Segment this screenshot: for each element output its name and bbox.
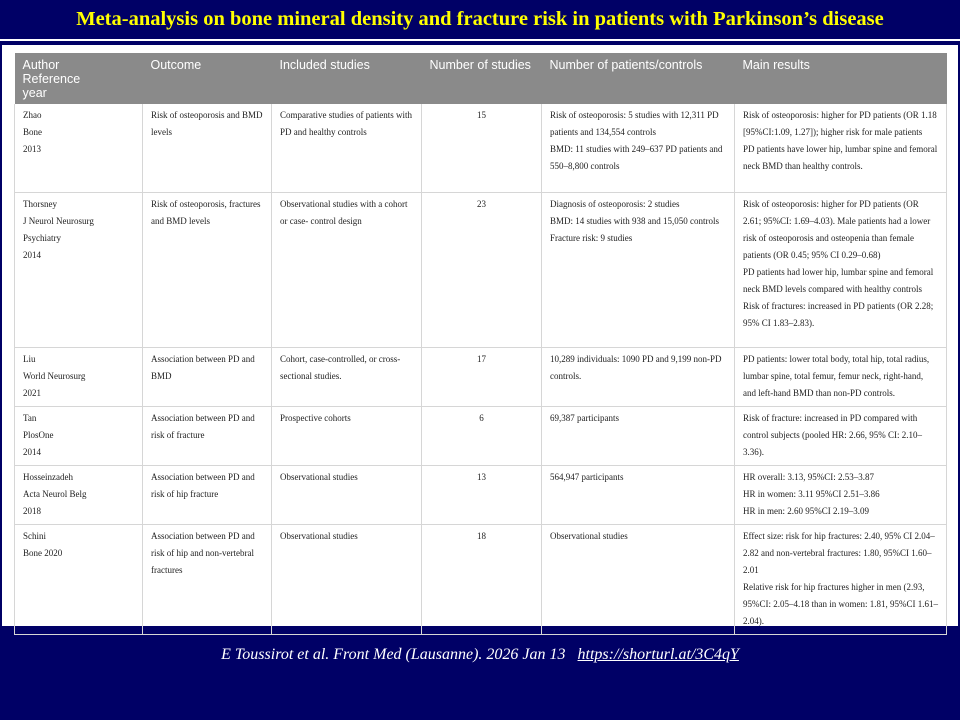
cell-main-results	[735, 465, 947, 524]
cell-author	[15, 524, 143, 634]
results-line: Risk of osteoporosis: higher for PD patients (OR 2.61; 95%CI: 1.69–4.03). Male patients had a lower risk of osteoporosis and osteopenia than female patients (OR 0.45; 95% CI 0.29–0.68)	[743, 198, 931, 260]
results-line: HR in men: 2.60 95%CI 2.19–3.09	[743, 505, 869, 516]
cell-patients-controls	[542, 104, 735, 192]
cell-outcome: Association between PD and risk of hip fracture	[143, 465, 272, 524]
cell-main-results	[735, 524, 947, 634]
author-name: Tan	[23, 412, 37, 423]
header-main-results: Main results	[735, 53, 947, 104]
results-line: Relative risk for hip fractures higher in men (2.93, 95%CI: 2.05–4.18 than in women: 1.81, 95%CI 1.61–2.04).	[743, 581, 938, 626]
header-number-of-studies: Number of studies	[422, 53, 542, 104]
cell-included-studies: Cohort, case-controlled, or cross-sectional studies.	[272, 347, 422, 406]
author-name: Hosseinzadeh	[23, 471, 73, 482]
author-reference: PlosOne	[23, 429, 54, 440]
header-patients-controls: Number of patients/controls	[542, 53, 735, 104]
cell-patients-controls	[542, 192, 735, 347]
cell-number-of-studies: 17	[422, 347, 542, 406]
author-reference: Bone 2020	[23, 547, 63, 558]
slide-title: Meta-analysis on bone mineral density and fracture risk in patients with Parkinson’s disease	[76, 8, 884, 30]
citation-text: E Toussirot et al. Front Med (Lausanne). 2026 Jan 13	[221, 646, 566, 663]
cell-outcome: Association between PD and BMD	[143, 347, 272, 406]
patients-line: Risk of osteoporosis: 5 studies with 12,311 PD patients and 134,554 controls	[550, 110, 719, 137]
cell-author	[15, 406, 143, 465]
header-author-line: Reference	[22, 72, 81, 86]
results-line: PD patients had lower hip, lumbar spine and femoral neck BMD levels compared with healthy controls	[743, 266, 934, 294]
header-outcome: Outcome	[143, 53, 272, 104]
cell-included-studies: Observational studies	[272, 465, 422, 524]
cell-outcome: Association between PD and risk of fracture	[143, 406, 272, 465]
cell-number-of-studies: 23	[422, 192, 542, 347]
cell-patients-controls	[542, 465, 735, 524]
cell-outcome: Risk of osteoporosis and BMD levels	[143, 104, 272, 192]
cell-patients-controls	[542, 406, 735, 465]
header-included-studies: Included studies	[272, 53, 422, 104]
results-line: Risk of fracture: increased in PD compared with control subjects (pooled HR: 2.66, 95% CI: 2.10–3.36).	[743, 412, 922, 457]
author-year: 2018	[23, 505, 41, 516]
patients-line: Observational studies	[550, 530, 628, 541]
author-year: 2014	[23, 249, 41, 260]
table-header-row	[15, 53, 947, 104]
cell-patients-controls	[542, 524, 735, 634]
cell-number-of-studies: 15	[422, 104, 542, 192]
title-divider	[0, 39, 960, 41]
table-row	[15, 192, 947, 347]
cell-number-of-studies: 13	[422, 465, 542, 524]
slide-caption	[0, 646, 960, 664]
results-line: PD patients: lower total body, total hip, total radius, lumbar spine, total femur, femur neck, right-hand, and left-hand BMD than non-PD controls.	[743, 353, 930, 398]
results-line: HR in women: 3.11 95%CI 2.51–3.86	[743, 488, 880, 499]
author-name: Schini	[23, 530, 47, 541]
cell-included-studies: Observational studies	[272, 524, 422, 634]
patients-line: 564,947 participants	[550, 471, 624, 482]
cell-author	[15, 192, 143, 347]
cell-main-results	[735, 104, 947, 192]
cell-main-results	[735, 347, 947, 406]
table-row	[15, 524, 947, 634]
patients-line: 69,387 participants	[550, 412, 619, 423]
author-year: 2021	[23, 387, 41, 398]
results-line: Risk of fractures: increased in PD patients (OR 2.28; 95% CI 1.83–2.83).	[743, 300, 934, 328]
table-row	[15, 406, 947, 465]
cell-included-studies: Observational studies with a cohort or case- control design	[272, 192, 422, 347]
author-reference: Acta Neurol Belg	[23, 488, 87, 499]
author-year: 2014	[23, 446, 41, 457]
author-reference: J Neurol Neurosurg Psychiatry	[23, 215, 94, 243]
cell-patients-controls	[542, 347, 735, 406]
patients-line: BMD: 14 studies with 938 and 15,050 controls	[550, 215, 719, 226]
table-panel	[2, 45, 958, 626]
header-author-line: year	[22, 86, 47, 100]
cell-included-studies: Comparative studies of patients with PD and healthy controls	[272, 104, 422, 192]
author-reference: World Neurosurg	[23, 370, 86, 381]
cell-included-studies: Prospective cohorts	[272, 406, 422, 465]
table-row	[15, 347, 947, 406]
table-row	[15, 465, 947, 524]
source-link[interactable]: https://shorturl.at/3C4qY	[577, 646, 739, 663]
header-author	[15, 53, 143, 104]
results-line: HR overall: 3.13, 95%CI: 2.53–3.87	[743, 471, 874, 482]
meta-analysis-table	[14, 53, 947, 635]
cell-main-results	[735, 192, 947, 347]
cell-outcome: Risk of osteoporosis, fractures and BMD levels	[143, 192, 272, 347]
author-year: 2013	[23, 144, 41, 154]
cell-author	[15, 465, 143, 524]
header-author-line: Author	[22, 58, 60, 72]
cell-number-of-studies: 18	[422, 524, 542, 634]
results-line: PD patients have lower hip, lumbar spine and femoral neck BMD than healthy controls.	[743, 144, 938, 171]
patients-line: BMD: 11 studies with 249–637 PD patients and 550–8,800 controls	[550, 144, 723, 171]
table-row	[15, 104, 947, 192]
patients-line: Diagnosis of osteoporosis: 2 studies	[550, 198, 680, 209]
cell-author	[15, 347, 143, 406]
results-line: Risk of osteoporosis: higher for PD patients (OR 1.18 [95%CI:1.09, 1.27]); higher risk for male patients	[743, 110, 937, 137]
patients-line: 10,289 individuals: 1090 PD and 9,199 non-PD controls.	[550, 353, 722, 381]
author-reference: Bone	[23, 127, 42, 137]
cell-outcome: Association between PD and risk of hip and non-vertebral fractures	[143, 524, 272, 634]
author-name: Thorsney	[23, 198, 57, 209]
author-name: Zhao	[23, 110, 42, 120]
results-line: Effect size: risk for hip fractures: 2.40, 95% CI 2.04–2.82 and non-vertebral fractures: 1.80, 95%CI 1.60–2.01	[743, 530, 935, 575]
cell-number-of-studies: 6	[422, 406, 542, 465]
author-name: Liu	[23, 353, 36, 364]
patients-line: Fracture risk: 9 studies	[550, 232, 633, 243]
cell-main-results	[735, 406, 947, 465]
cell-author	[15, 104, 143, 192]
